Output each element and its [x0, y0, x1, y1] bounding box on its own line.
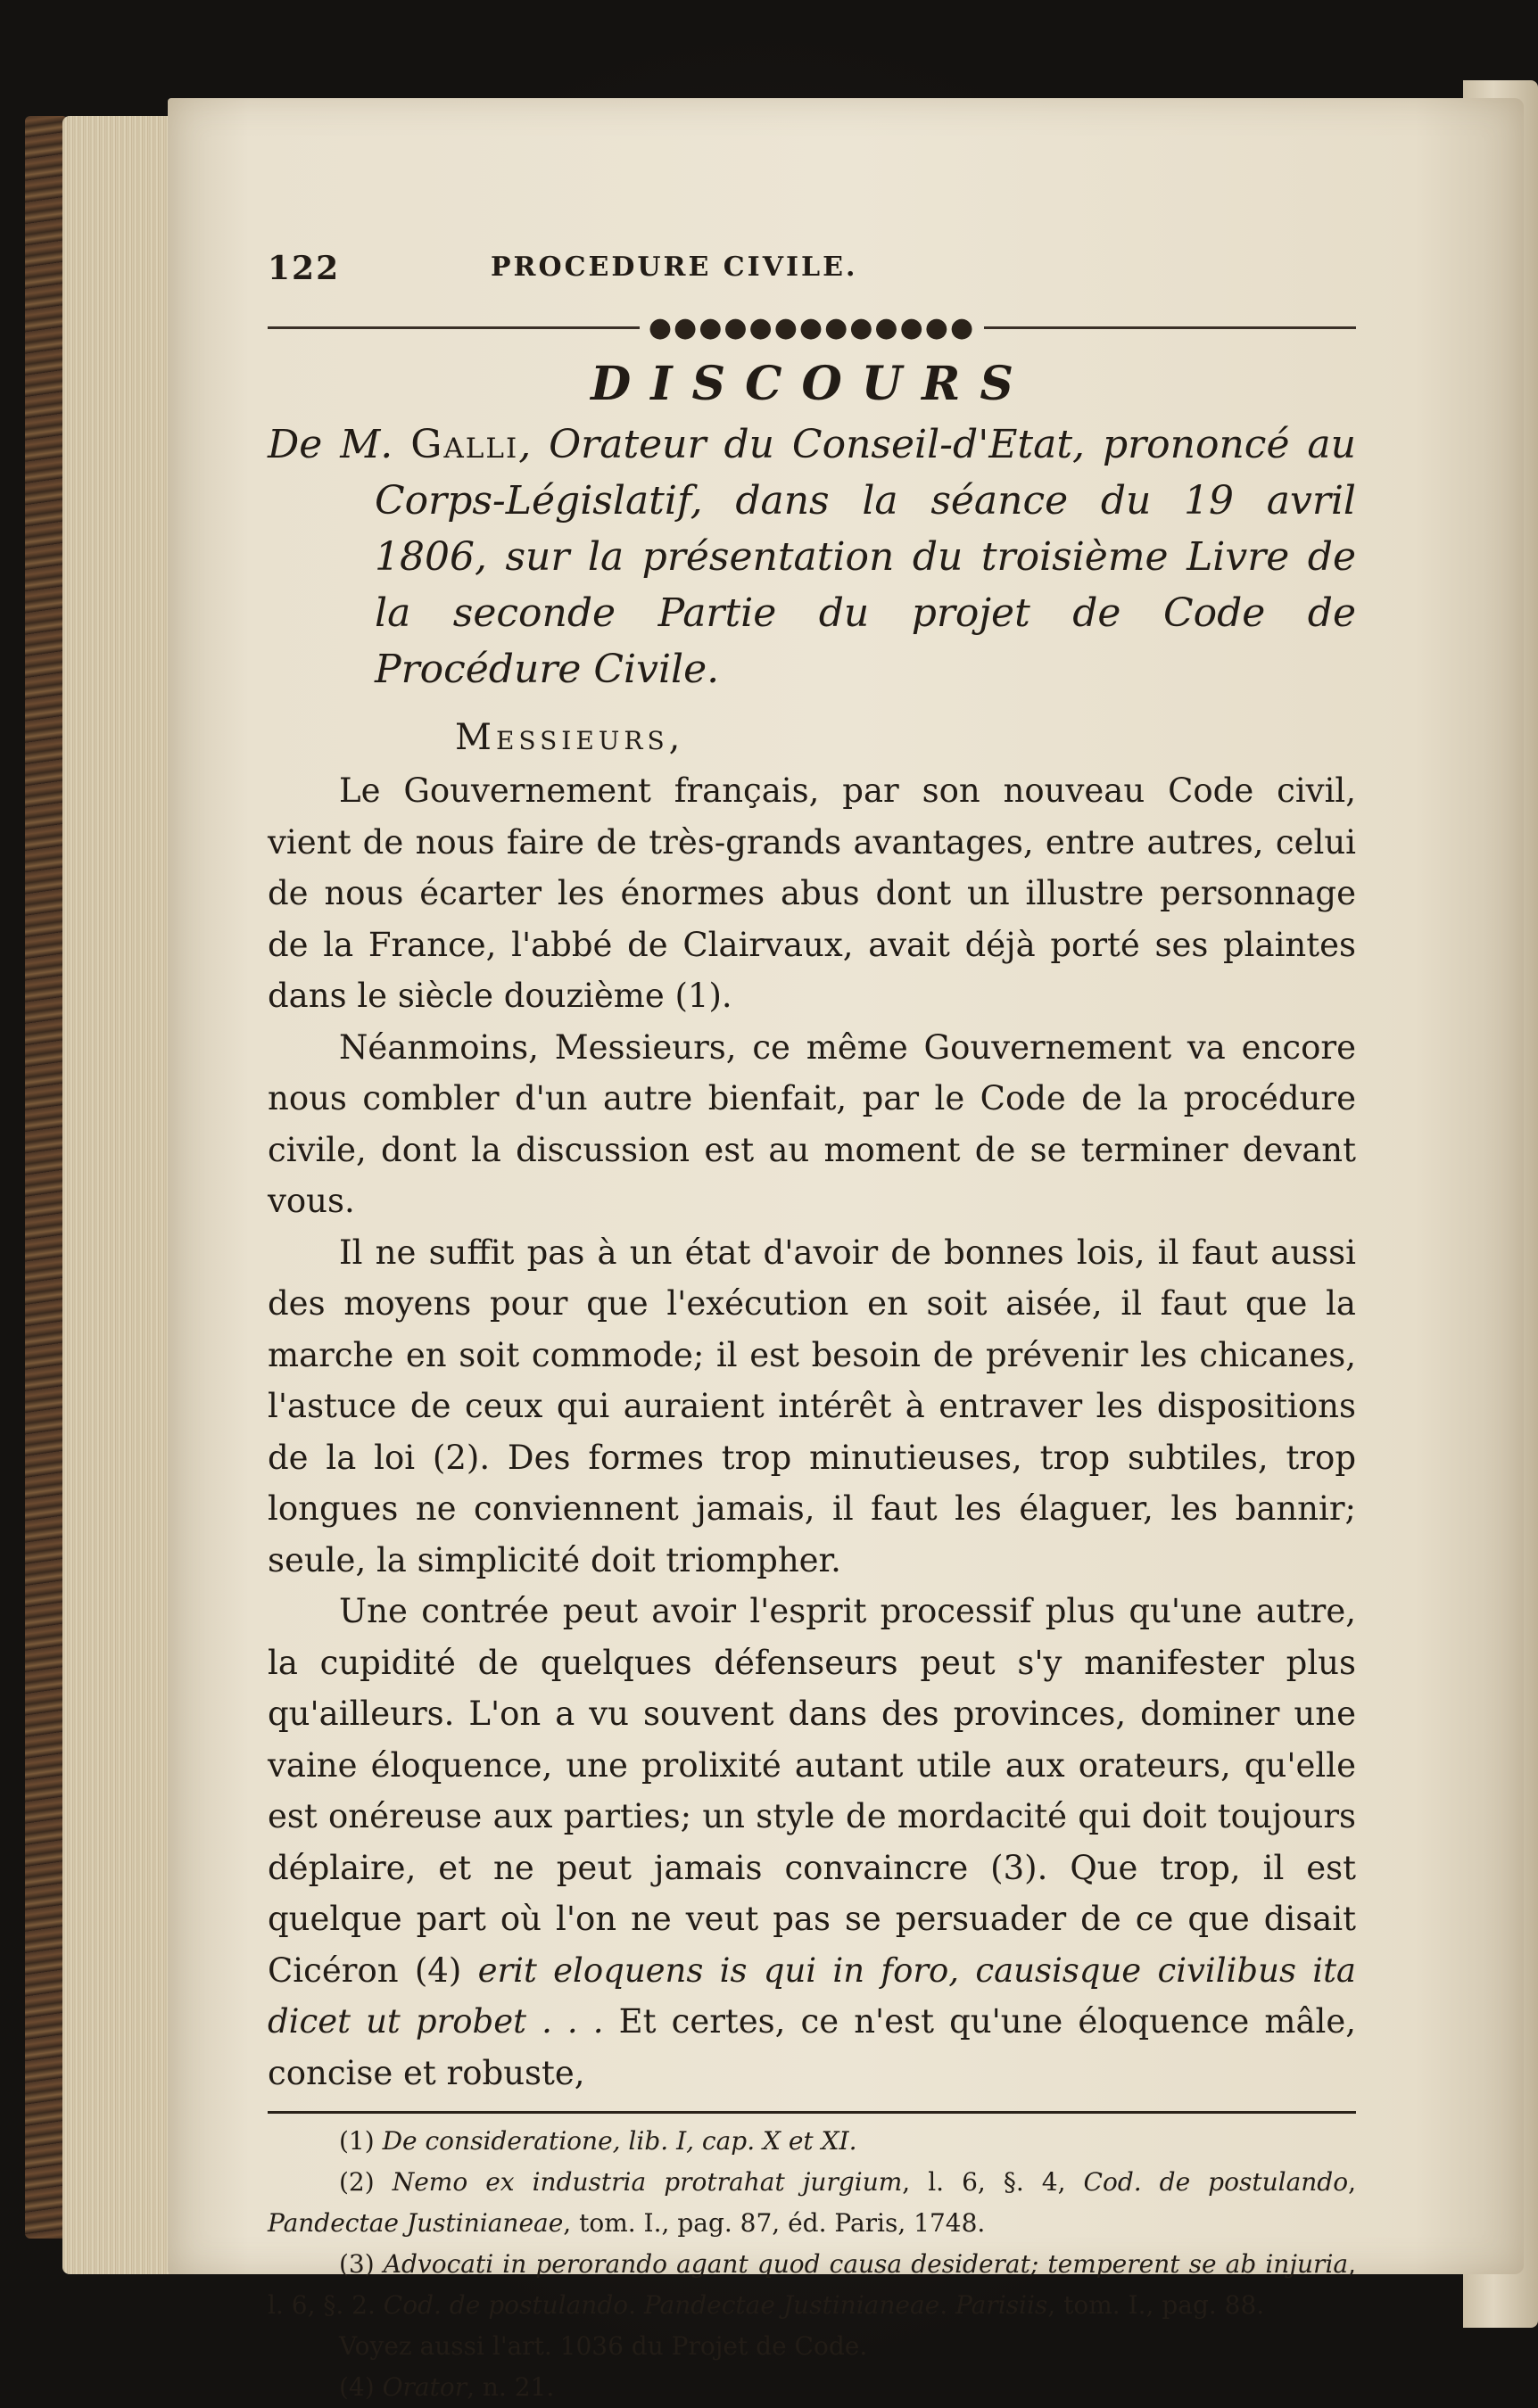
ornament-dots: ●●●●●●●●●●●●● [648, 311, 976, 343]
footnote-4-ref: , n. 21. [467, 2372, 555, 2402]
footnote-4-work: Orator [382, 2372, 467, 2402]
footnote-voyez: Voyez aussi l'art. 1036 du Projet de Code. [339, 2331, 868, 2361]
footnote-3-city: Parisiis [955, 2290, 1048, 2320]
running-head-title: PROCEDURE CIVILE. [491, 252, 858, 283]
rule-right [984, 326, 1356, 329]
cicero-quotation: erit eloquens is qui in foro, causisque civilibus ita dicet ut probet . . . [268, 1950, 1356, 2041]
footnote-3 [268, 2244, 1356, 2326]
footnote-2-mark: (2) [339, 2167, 375, 2197]
rule-left [268, 326, 640, 329]
body-text [268, 765, 1356, 2099]
footnote-2-ref: , tom. I., pag. 87, éd. Paris, 1748. [563, 2208, 986, 2238]
footnote-3-prefix: . [939, 2290, 956, 2320]
speaker-name: Galli [410, 422, 519, 467]
running-head [268, 250, 1356, 294]
heading-rest: , Orateur du Conseil-d'Etat, prononcé au Corps-Législatif, dans la séance du 19 avril 1806, sur la présentation du troisième Livre de la seconde Partie du projet de Code de Procédure Civile. [375, 422, 1356, 692]
paragraph-4-text: Une contrée peut avoir l'esprit processif plus qu'une autre, la cupidité de quelques défenseurs peut s'y manifester plus qu'ailleurs. L'on a vu souvent dans des provinces, dominer une vaine éloquence, une prolixité autant utile aux orateurs, qu'elle est onéreuse aux parties; un style de mordacité qui doit toujours déplaire, et ne peut jamais convaincre (3). Que trop, il est quelque part où l'on ne veut pas se persuader de ce que disait Cicéron (4) [268, 1592, 1356, 1990]
footnote-3-code: Cod. de postulando [383, 2290, 629, 2320]
paragraph-4 [268, 1586, 1356, 2099]
footnote-3-pandects: Pandectae Justinianeae [643, 2290, 940, 2320]
salutation: Messieurs, [455, 717, 685, 758]
footnote-2-latin: Nemo ex industria protrahat jurgium [392, 2167, 903, 2197]
footnote-2-sep: , [1348, 2167, 1356, 2197]
footnote-2 [268, 2162, 1356, 2244]
footnotes [268, 2121, 1356, 2408]
speech-heading [268, 416, 1356, 697]
paragraph-3: Il ne suffit pas à un état d'avoir de bonnes lois, il faut aussi des moyens pour que l'exécution en soit aisée, il faut que la marche en soit commode; il est besoin de prévenir les chicanes, l'astuce de ceux qui auraient intérêt à entraver les dispositions de la loi (2). Des formes trop minutieuses, trop subtiles, trop longues ne conviennent jamais, il faut les élaguer, les bannir; seule, la simplicité doit triompher. [268, 1233, 1356, 1579]
footnote-3-sep: . [628, 2290, 644, 2320]
heading-intro: De M. [268, 422, 411, 467]
footnote-3-mid: , l. 6, §. 2. [268, 2249, 1356, 2320]
page-text-area [268, 250, 1356, 2408]
page-number: 122 [268, 250, 341, 287]
footnote-1-text: De consideratione, lib. I, cap. X et XI. [382, 2126, 857, 2156]
footnote-1-mark: (1) [339, 2126, 375, 2156]
footnote-1 [268, 2121, 1356, 2162]
footnote-4 [268, 2367, 1356, 2408]
footnote-3-mark: (3) [339, 2249, 375, 2279]
paragraph-4-end: Et certes, ce n'est qu'une éloquence mâle, concise et robuste, [268, 2002, 1356, 2092]
footnote-3-latin: Advocati in perorando agant quod causa desiderat; temperent se ab injuria [383, 2249, 1349, 2279]
paragraph-1: Le Gouvernement français, par son nouveau Code civil, vient de nous faire de très-grands avantages, entre autres, celui de nous écarter les énormes abus dont un illustre personnage de la France, l'abbé de Clairvaux, avait déjà porté ses plaintes dans le siècle douzième (1). [268, 771, 1356, 1015]
page-stack-edge [62, 116, 178, 2274]
footnote-rule [268, 2111, 1356, 2114]
footnote-4-mark: (4) [339, 2372, 375, 2402]
footnote-2-code: Cod. de postulando [1083, 2167, 1349, 2197]
ornament-rule [268, 311, 1356, 343]
section-title: DISCOURS [591, 357, 1033, 411]
footnote-2-mid: , l. 6, §. 4, [902, 2167, 1084, 2197]
marbled-cover-edge [25, 116, 68, 2239]
footnote-2-pandects: Pandectae Justinianeae [268, 2208, 564, 2238]
paragraph-2: Néanmoins, Messieurs, ce même Gouvernement va encore nous combler d'un autre bienfait, par le Code de la procédure civile, dont la discussion est au moment de se terminer devant vous. [268, 1027, 1356, 1220]
footnote-3-ref: , tom. I., pag. 88. [1047, 2290, 1265, 2320]
